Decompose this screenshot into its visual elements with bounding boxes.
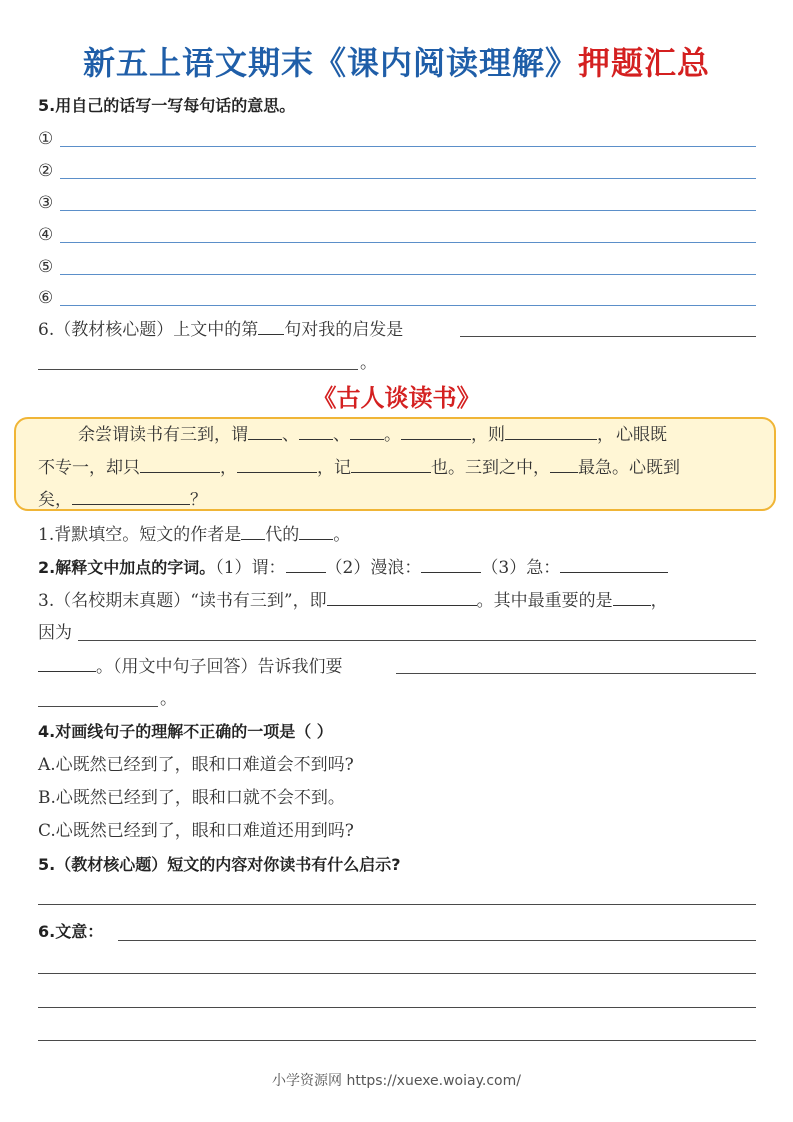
q2-blank-2[interactable] xyxy=(421,556,481,573)
answer-line-5[interactable] xyxy=(60,274,756,275)
answer-line-1[interactable] xyxy=(60,146,756,147)
title-part-2: 《课内阅读理解》 xyxy=(313,44,578,82)
q4-option-a[interactable]: A.心既然已经到了，眼和口难道会不到吗? xyxy=(38,755,354,775)
question-6-prompt xyxy=(38,318,403,341)
q3-blank-3[interactable] xyxy=(38,655,96,672)
q2-blank-3[interactable] xyxy=(560,556,668,573)
passage-text: ？ xyxy=(190,490,207,510)
answer-line-2[interactable] xyxy=(60,178,756,179)
q3-because: 因为 xyxy=(38,623,72,643)
q1-text: 代的 xyxy=(265,525,300,545)
passage-line-1: 余尝谓读书有三到，谓 、 、 。 ，则 ， 心眼既 xyxy=(78,425,667,445)
question-3 xyxy=(38,589,668,612)
q1-blank-author[interactable] xyxy=(299,523,333,540)
question-2 xyxy=(38,556,668,579)
passage-blank[interactable] xyxy=(237,456,317,473)
q3-answer-line-3[interactable] xyxy=(38,706,158,707)
passage-text: 、 xyxy=(282,425,299,445)
passage-line-3 xyxy=(38,488,207,511)
passage-line-2 xyxy=(38,456,680,479)
passage-text: 余尝谓读书有三到，谓 xyxy=(78,425,248,445)
passage-blank[interactable] xyxy=(350,423,384,440)
q6-meaning-line-1[interactable] xyxy=(118,940,756,941)
passage-blank[interactable] xyxy=(401,423,471,440)
q1-text: 1.背默填空。短文的作者是 xyxy=(38,525,242,545)
answer-line-6[interactable] xyxy=(60,305,756,306)
passage-text: 最急。心既到 xyxy=(578,458,680,478)
q6-suffix: 句对我的启发是 xyxy=(284,320,404,340)
passage-text: 、 xyxy=(333,425,350,445)
passage-blank[interactable] xyxy=(505,423,597,440)
q6-answer-line-1[interactable] xyxy=(460,336,756,337)
q6-meaning-line-3[interactable] xyxy=(38,1007,756,1008)
q3-text: 。其中最重要的是 xyxy=(476,591,613,611)
q3-answer-line-2[interactable] xyxy=(396,673,756,674)
q6-answer-line-2[interactable] xyxy=(38,369,358,370)
q3-text: 3.（名校期末真题）“读书有三到”，即 xyxy=(38,591,327,611)
passage-blank[interactable] xyxy=(351,456,431,473)
q3-text: ， xyxy=(650,591,668,611)
title-part-1: 新五上语文期末 xyxy=(82,44,314,82)
q6-end: 。 xyxy=(360,353,377,373)
passage-blank[interactable] xyxy=(248,423,282,440)
question-4-prompt: 4.对画线句子的理解不正确的一项是（ ） xyxy=(38,722,333,741)
passage-text: 不专一，却只 xyxy=(38,458,140,478)
passage-text: 。 xyxy=(384,425,401,445)
q3-answer-line-1[interactable] xyxy=(78,640,756,641)
q2-prompt: 2.解释文中加点的字词。 xyxy=(38,558,216,577)
question-6-meaning: 6.文意： xyxy=(38,922,104,941)
q3-text: 。（用文中句子回答）告诉我们要 xyxy=(96,657,343,677)
q3-blank-1[interactable] xyxy=(327,589,477,606)
q6-meaning-line-4[interactable] xyxy=(38,1040,756,1041)
q2-blank-1[interactable] xyxy=(286,556,326,573)
q3-blank-2[interactable] xyxy=(613,589,651,606)
q2-item-1: （1）谓： xyxy=(215,558,286,578)
answer-line-3[interactable] xyxy=(60,210,756,211)
answer-marker-1: ① xyxy=(38,129,54,149)
title-part-3: 押题汇总 xyxy=(578,44,711,82)
question-1 xyxy=(38,523,350,546)
passage-text: ，则 xyxy=(471,425,505,445)
q2-item-2: （2）漫浪： xyxy=(325,558,422,578)
passage-blank[interactable] xyxy=(299,423,333,440)
passage-text: ，记 xyxy=(317,458,351,478)
passage-blank[interactable] xyxy=(550,456,578,473)
q4-option-c[interactable]: C.心既然已经到了，眼和口难道还用到吗? xyxy=(38,821,354,841)
passage-text: ， xyxy=(220,458,237,478)
page-title xyxy=(0,38,793,84)
passage-text: 矣， xyxy=(38,490,72,510)
answer-marker-4: ④ xyxy=(38,225,54,245)
q1-text: 。 xyxy=(333,525,351,545)
q4-option-b[interactable]: B.心既然已经到了，眼和口就不会不到。 xyxy=(38,788,345,808)
answer-marker-2: ② xyxy=(38,161,54,181)
passage-blank[interactable] xyxy=(140,456,220,473)
passage-title: 《古人谈读书》 xyxy=(312,384,481,412)
answer-line-4[interactable] xyxy=(60,242,756,243)
q5-answer-line[interactable] xyxy=(38,904,756,905)
q3-end: 。 xyxy=(160,689,177,709)
answer-marker-5: ⑤ xyxy=(38,257,54,277)
answer-marker-3: ③ xyxy=(38,193,54,213)
footer-watermark: 小学资源网 https://xuexe.woiay.com/ xyxy=(272,1073,521,1089)
q3-line-2 xyxy=(38,655,343,678)
answer-marker-6: ⑥ xyxy=(38,288,54,308)
passage-blank[interactable] xyxy=(72,488,190,505)
passage-text: 也。三到之中， xyxy=(431,458,550,478)
q6-prefix: 6.（教材核心题）上文中的第 xyxy=(38,320,259,340)
q1-blank-dynasty[interactable] xyxy=(241,523,265,540)
passage-text: ， xyxy=(597,425,614,445)
question-5-enlightenment: 5.（教材核心题）短文的内容对你读书有什么启示? xyxy=(38,855,401,874)
q2-item-3: （3）急： xyxy=(481,558,561,578)
question-5-prompt: 5.用自己的话写一写每句话的意思。 xyxy=(38,96,296,115)
q6-blank-sentence[interactable] xyxy=(258,318,284,335)
q6-meaning-line-2[interactable] xyxy=(38,973,756,974)
